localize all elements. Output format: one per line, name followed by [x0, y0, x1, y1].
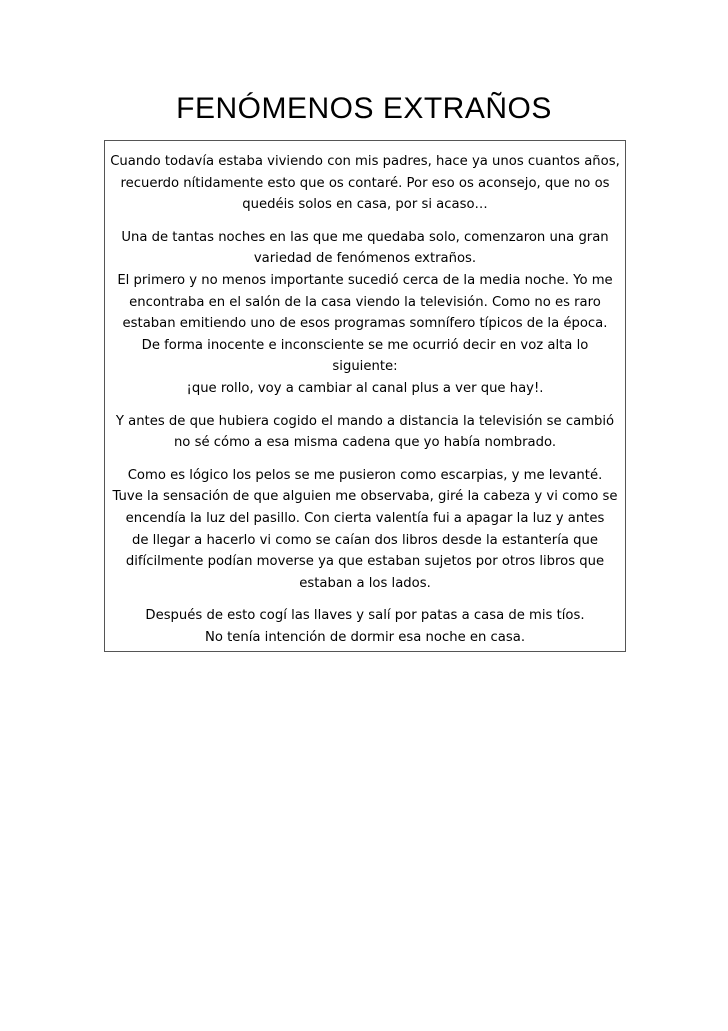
story-box [104, 140, 626, 652]
text-line: Y antes de que hubiera cogido el mando a distancia la televisión se cambió [115, 413, 615, 429]
text-line: recuerdo nítidamente esto que os contaré. Por eso os aconsejo, que no os [120, 175, 610, 191]
paragraph-first-event [105, 227, 625, 400]
text-line: variedad de fenómenos extraños. [253, 251, 477, 267]
paragraph-intro [105, 151, 625, 216]
text-line: Una de tantas noches en las que me quedaba solo, comenzaron una gran [121, 229, 609, 245]
page-title: FENÓMENOS EXTRAÑOS [176, 92, 552, 125]
text-line: encendía la luz del pasillo. Con cierta valentía fui a apagar la luz y antes [125, 510, 605, 526]
text-line: Después de esto cogí las llaves y salí por patas a casa de mis tíos. [145, 608, 585, 624]
text-line: de llegar a hacerlo vi como se caían dos libros desde la estantería que [131, 532, 598, 548]
text-line: Como es lógico los pelos se me pusieron como escarpias, y me levanté. [127, 467, 603, 483]
text-line: ¡que rollo, voy a cambiar al canal plus a ver que hay!. [186, 380, 544, 396]
text-line: Cuando todavía estaba viviendo con mis padres, hace ya unos cuantos años, [110, 154, 620, 169]
text-line: estaban emitiendo uno de esos programas somnífero típicos de la época. [122, 316, 608, 332]
text-line: no sé cómo a esa misma cadena que yo había nombrado. [173, 435, 557, 451]
text-line: encontraba en el salón de la casa viendo la televisión. Como no es raro [129, 294, 601, 310]
paragraph-tv-change [105, 411, 625, 454]
text-line: siguiente: [332, 359, 398, 375]
text-line: estaban a los lados. [299, 575, 431, 591]
text-line: El primero y no menos importante sucedió cerca de la media noche. Yo me [117, 272, 613, 288]
paragraph-ending [105, 605, 625, 648]
text-line: De forma inocente e inconsciente se me ocurrió decir en voz alta lo [141, 337, 589, 353]
text-line: quedéis solos en casa, por si acaso… [242, 197, 488, 213]
text-line: Tuve la sensación de que alguien me observaba, giré la cabeza y vi como se [112, 489, 618, 505]
paragraph-hallway [105, 465, 625, 595]
text-line: difícilmente podían moverse ya que estaban sujetos por otros libros que [125, 554, 605, 570]
text-line: No tenía intención de dormir esa noche en casa. [204, 629, 526, 645]
